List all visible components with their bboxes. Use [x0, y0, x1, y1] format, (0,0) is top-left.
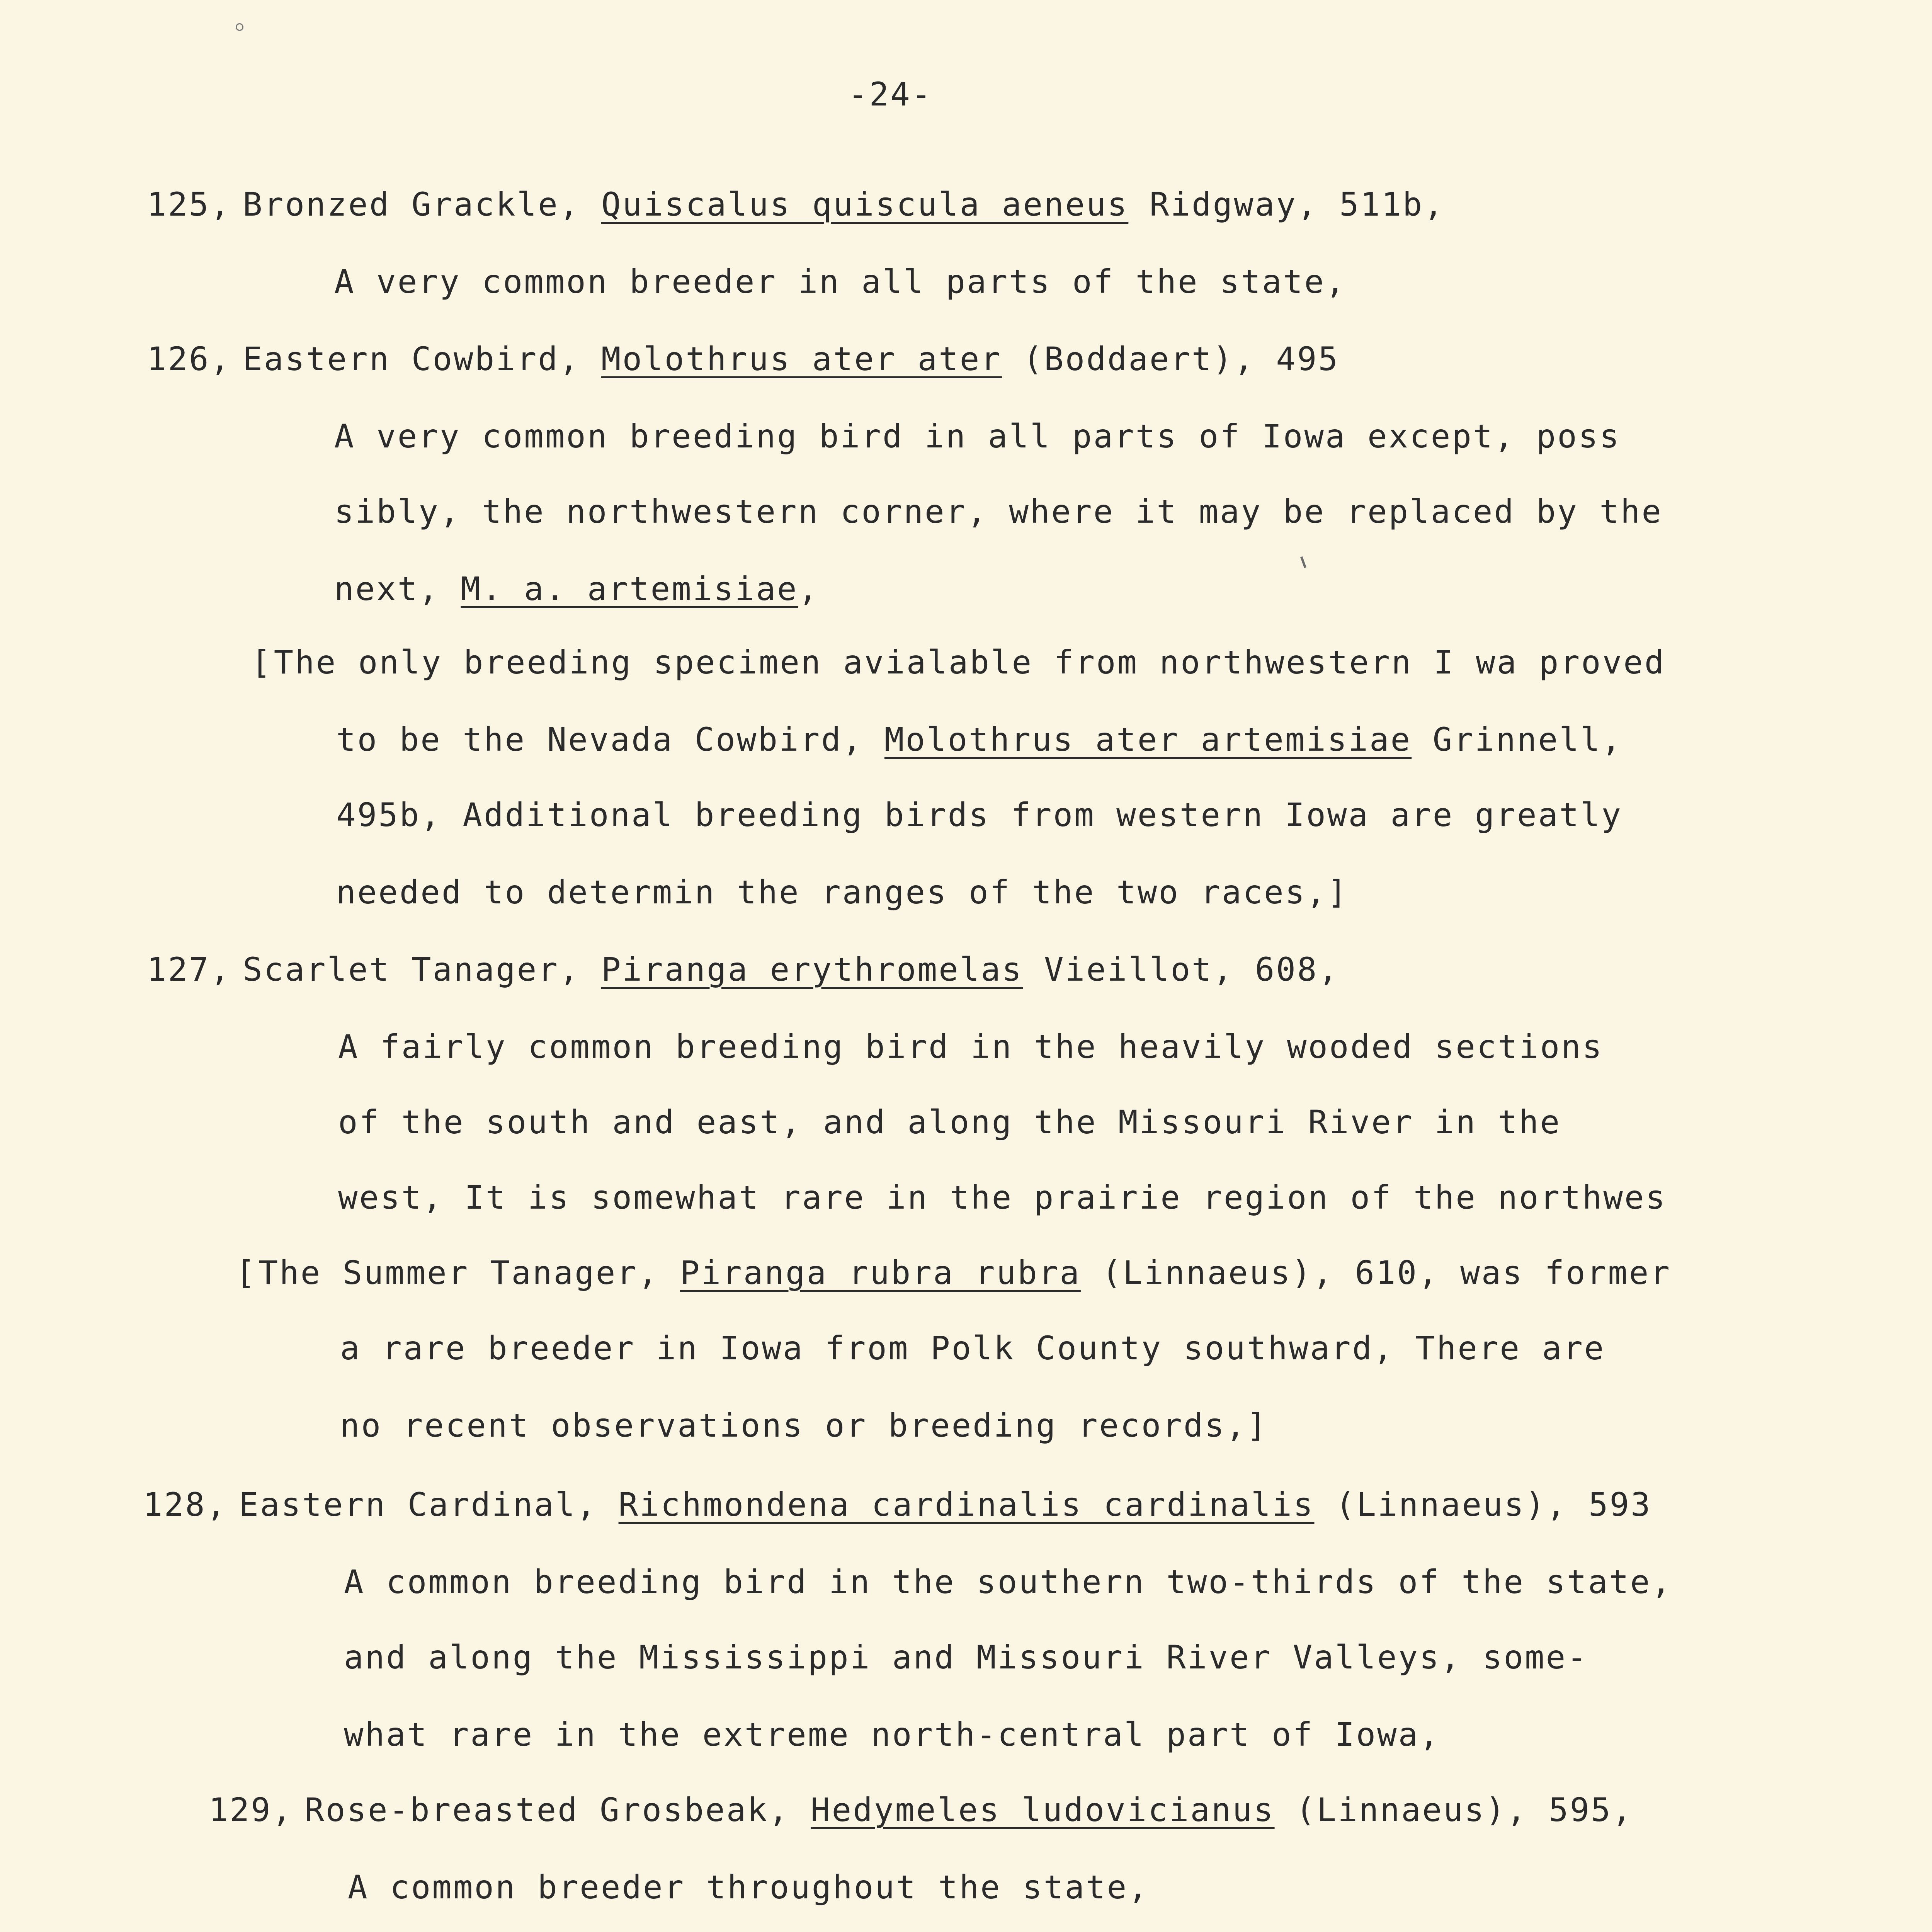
- entry-126-note-line-2: [336, 721, 1622, 759]
- entry-125-line-1: A very common breeder in all parts of the state,: [334, 263, 1347, 301]
- entry-127-line-3: west, It is somewhat rare in the prairie region of the northwes: [338, 1179, 1667, 1216]
- note-text: The only breeding specimen avialable from northwestern I wa proved: [274, 643, 1666, 681]
- authority-code: (Boddaert), 495: [1002, 340, 1340, 378]
- authority-code: (Linnaeus), 593: [1314, 1486, 1652, 1524]
- authority-code: (Linnaeus), 595,: [1274, 1791, 1633, 1829]
- scientific-name: Piranga rubra rubra: [680, 1254, 1081, 1292]
- entry-126-line-3: [334, 570, 819, 608]
- note-text: no recent observations or breeding records,: [340, 1406, 1247, 1444]
- bracket-open: [: [251, 643, 272, 681]
- bracket-close: ]: [1247, 1406, 1268, 1444]
- entry-129-heading: [209, 1791, 1633, 1829]
- common-name: Eastern Cowbird,: [243, 340, 580, 378]
- entry-number: 128,: [143, 1486, 228, 1524]
- authority-code: Vieillot, 608,: [1023, 951, 1340, 988]
- entry-number: 129,: [209, 1791, 293, 1829]
- note-text: needed to determin the ranges of the two races,: [336, 873, 1327, 911]
- text-prefix: The Summer Tanager,: [258, 1254, 680, 1292]
- entry-128-line-2: and along the Mississippi and Missouri River Valleys, some-: [344, 1638, 1588, 1676]
- entry-127-note-line-3: [340, 1406, 1268, 1444]
- scientific-name: Molothrus ater ater: [601, 340, 1002, 378]
- entry-126-line-2: sibly, the northwestern corner, where it may be replaced by the: [334, 493, 1663, 531]
- text-prefix: to be the Nevada Cowbird,: [336, 721, 884, 759]
- common-name: Scarlet Tanager,: [243, 951, 580, 988]
- entry-127-line-1: A fairly common breeding bird in the heavily wooded sections: [338, 1028, 1604, 1066]
- entry-128-line-3: what rare in the extreme north-central part of Iowa,: [344, 1716, 1440, 1753]
- entry-number: 126,: [147, 340, 231, 378]
- stray-mark: [236, 23, 243, 31]
- entry-number: 125,: [147, 185, 231, 223]
- stray-mark: [1300, 556, 1306, 568]
- scientific-name: Hedymeles ludovicianus: [811, 1791, 1275, 1829]
- text-suffix: ,: [798, 570, 820, 608]
- entry-number: 127,: [147, 951, 231, 988]
- bracket-open: [: [236, 1254, 257, 1292]
- entry-127-note-line-2: a rare breeder in Iowa from Polk County southward, There are: [340, 1329, 1605, 1367]
- scientific-name: Richmondena cardinalis cardinalis: [618, 1486, 1315, 1524]
- common-name: Bronzed Grackle,: [243, 185, 580, 223]
- entry-125-heading: [147, 185, 1445, 223]
- bracket-close: ]: [1327, 873, 1349, 911]
- entry-127-note-line-1: [236, 1254, 1671, 1292]
- scientific-name: Molothrus ater artemisiae: [884, 721, 1412, 759]
- entry-126-line-1: A very common breeding bird in all parts of Iowa except, poss: [334, 417, 1621, 455]
- page-number: -24-: [848, 75, 933, 113]
- entry-127-heading: [147, 951, 1339, 988]
- common-name: Rose-breasted Grosbeak,: [304, 1791, 790, 1829]
- text-prefix: next,: [334, 570, 461, 608]
- entry-126-note-line-1: [251, 643, 1665, 681]
- entry-128-heading: [143, 1486, 1652, 1524]
- scientific-name: Piranga erythromelas: [601, 951, 1023, 988]
- entry-128-line-1: A common breeding bird in the southern two-thirds of the state,: [344, 1563, 1673, 1601]
- scientific-name: M. a. artemisiae: [461, 570, 798, 608]
- text-suffix: (Linnaeus), 610, was former: [1080, 1254, 1671, 1292]
- entry-129-line-1: A common breeder throughout the state,: [348, 1868, 1149, 1906]
- text-suffix: Grinnell,: [1412, 721, 1622, 759]
- common-name: Eastern Cardinal,: [239, 1486, 598, 1524]
- entry-126-note-line-3: 495b, Additional breeding birds from western Iowa are greatly: [336, 796, 1622, 834]
- entry-126-note-line-4: [336, 873, 1348, 911]
- entry-126-heading: [147, 340, 1339, 378]
- scientific-name: Quiscalus quiscula aeneus: [601, 185, 1129, 223]
- authority-code: Ridgway, 511b,: [1128, 185, 1445, 223]
- entry-127-line-2: of the south and east, and along the Missouri River in the: [338, 1103, 1561, 1141]
